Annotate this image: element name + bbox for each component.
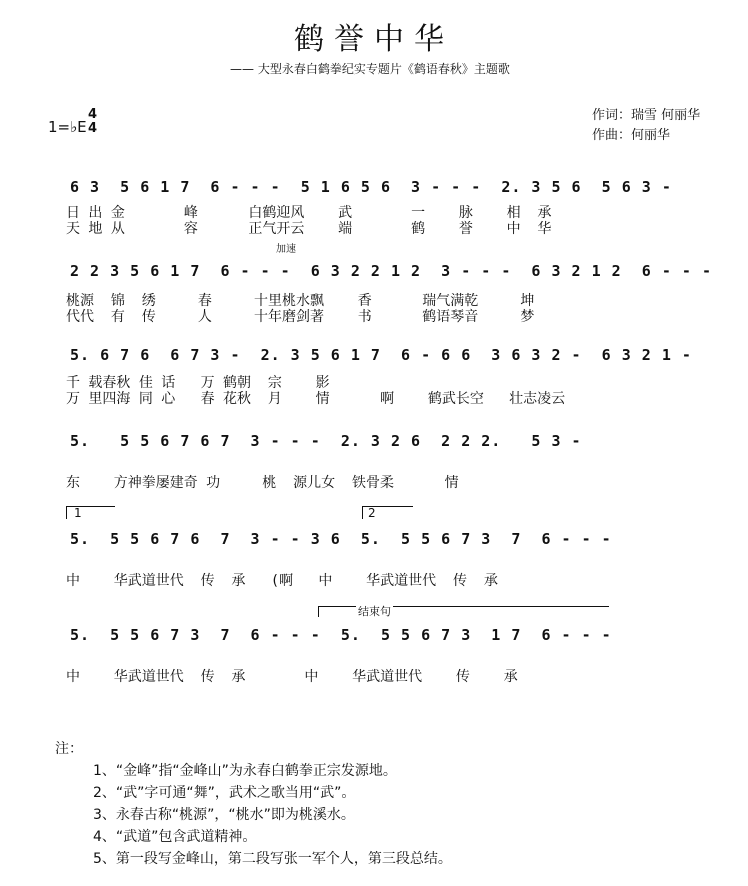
footnotes-heading: 注： bbox=[55, 741, 83, 757]
score-row-6-lyric-1: 中 华武道世代 传 承 中 华武道世代 传 承 bbox=[66, 669, 518, 685]
footnote-5: 5、第一段写金峰山，第二段写张一军个人，第三段总结。 bbox=[93, 851, 452, 867]
score-row-4-notes: 5. 5 5 6 7 6 7 3 - - - 2. 3 2 6 2 2 2. 5 3 - bbox=[70, 432, 582, 450]
song-subtitle: —— 大型永春白鹤拳纪实专题片《鹤语春秋》主题歌 bbox=[230, 62, 510, 76]
time-sig-bottom: 4 bbox=[88, 121, 98, 136]
score-row-3-lyric-1: 千 载春秋 佳 话 万 鹤朝 宗 影 bbox=[66, 375, 330, 391]
ending-mark: 结束句 bbox=[358, 605, 391, 618]
score-row-2-lyric-1: 桃源 锦 绣 春 十里桃水飘 香 瑞气满乾 坤 bbox=[66, 293, 535, 309]
footnote-3: 3、永春古称“桃源”，“桃水”即为桃溪水。 bbox=[93, 807, 355, 823]
score-row-5-lyric-1: 中 华武道世代 传 承 (啊 中 华武道世代 传 承 bbox=[66, 573, 498, 589]
song-title: 鹤誉中华 bbox=[294, 22, 454, 57]
score-row-3-lyric-2: 万 里四海 同 心 春 花秋 月 情 啊 鹤武长空 壮志凌云 bbox=[66, 391, 566, 407]
score-row-1-notes: 6 3 5 6 1 7 6 - - - 5 1 6 5 6 3 - - - 2. 3 5 6 5 6 3 - bbox=[70, 178, 672, 196]
time-sig-top: 4 bbox=[88, 107, 98, 122]
footnote-4: 4、“武道”包含武道精神。 bbox=[93, 829, 257, 845]
score-row-2-lyric-2: 代代 有 传 人 十年磨剑著 书 鹤语琴音 梦 bbox=[66, 309, 535, 325]
footnotes bbox=[55, 738, 452, 870]
volta-1-label: 1 bbox=[74, 506, 82, 520]
footnote-1: 1、“金峰”指“金峰山”为永春白鹤拳正宗发源地。 bbox=[93, 763, 397, 779]
score-row-5-notes: 5. 5 5 6 7 6 7 3 - - 3 6 5. 5 5 6 7 3 7 6 - - - bbox=[70, 530, 612, 548]
score-row-4-lyric-1: 东 方神拳屡建奇 功 桃 源儿女 铁骨柔 情 bbox=[66, 475, 459, 491]
accel-mark: 加速 bbox=[276, 244, 296, 255]
time-signature bbox=[88, 108, 97, 136]
composer-credit: 作曲：何丽华 bbox=[592, 128, 671, 143]
volta-2-label: 2 bbox=[368, 506, 376, 520]
lyricist-credit: 作词：瑞雪 何丽华 bbox=[592, 108, 701, 123]
score-row-2-notes: 2 2 3 5 6 1 7 6 - - - 6 3 2 2 1 2 3 - - - 6 3 2 1 2 6 - - - bbox=[70, 262, 712, 280]
score-row-3-notes: 5. 6 7 6 6 7 3 - 2. 3 5 6 1 7 6 - 6 6 3 6 3 2 - 6 3 2 1 - bbox=[70, 346, 692, 364]
key-signature: 1=♭E bbox=[48, 118, 87, 136]
footnote-2: 2、“武”字可通“舞”，武术之歌当用“武”。 bbox=[93, 785, 356, 801]
score-row-1-lyric-1: 日 出 金 峰 白鹤迎风 武 一 脉 相 承 bbox=[66, 205, 552, 221]
score-row-1-lyric-2: 天 地 从 容 正气开云 端 鹤 誉 中 华 bbox=[66, 221, 552, 237]
score-row-6-notes: 5. 5 5 6 7 3 7 6 - - - 5. 5 5 6 7 3 1 7 6 - - - bbox=[70, 626, 612, 644]
